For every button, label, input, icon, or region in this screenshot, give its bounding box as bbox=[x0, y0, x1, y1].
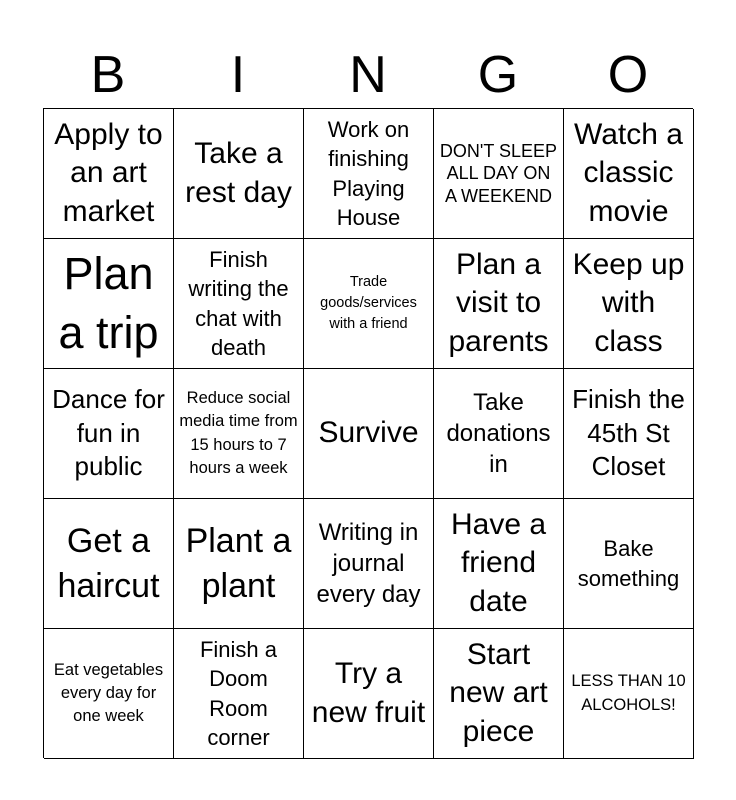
cell-label: Take a rest day bbox=[185, 137, 292, 209]
bingo-cell[interactable] bbox=[304, 629, 434, 759]
cell-label: Eat vegetables every day for one week bbox=[53, 660, 164, 726]
cell-label: Reduce social media time from 15 hours to 7 hours a week bbox=[179, 389, 298, 477]
cell-label: Try a new fruit bbox=[311, 657, 426, 729]
bingo-cell[interactable] bbox=[304, 109, 434, 239]
cell-label: Plan a trip bbox=[58, 248, 159, 358]
bingo-board bbox=[43, 108, 693, 758]
bingo-cell[interactable] bbox=[174, 109, 304, 239]
bingo-header bbox=[43, 42, 693, 108]
cell-label: DON'T SLEEP ALL DAY ON A WEEKEND bbox=[439, 140, 558, 206]
bingo-cell[interactable] bbox=[434, 629, 564, 759]
cell-label: Survive bbox=[318, 416, 419, 450]
bingo-cell[interactable] bbox=[564, 109, 694, 239]
cell-label: LESS THAN 10 ALCOHOLS! bbox=[571, 672, 686, 714]
bingo-cell[interactable] bbox=[564, 629, 694, 759]
cell-label: Trade goods/services with a friend bbox=[320, 273, 417, 332]
cell-label: Plant a plant bbox=[185, 522, 292, 605]
bingo-cell[interactable] bbox=[564, 239, 694, 369]
bingo-cell[interactable] bbox=[174, 369, 304, 499]
cell-label: Have a friend date bbox=[450, 507, 547, 618]
cell-label: Bake something bbox=[577, 536, 680, 591]
cell-label: Finish the 45th St Closet bbox=[572, 383, 685, 482]
bingo-cell[interactable] bbox=[434, 239, 564, 369]
bingo-cell[interactable] bbox=[44, 369, 174, 499]
bingo-cell[interactable] bbox=[304, 499, 434, 629]
cell-label: Finish writing the chat with death bbox=[188, 247, 289, 360]
bingo-cell[interactable] bbox=[44, 109, 174, 239]
cell-label: Plan a visit to parents bbox=[448, 247, 549, 358]
bingo-cell[interactable] bbox=[44, 629, 174, 759]
cell-label: Watch a classic movie bbox=[574, 117, 683, 228]
cell-label: Get a haircut bbox=[57, 522, 160, 605]
cell-label: Apply to an art market bbox=[54, 117, 163, 228]
bingo-cell[interactable] bbox=[564, 499, 694, 629]
header-letter-i: I bbox=[230, 46, 246, 104]
bingo-cell[interactable] bbox=[174, 239, 304, 369]
bingo-cell[interactable] bbox=[304, 369, 434, 499]
bingo-cell[interactable] bbox=[304, 239, 434, 369]
bingo-cell[interactable] bbox=[174, 629, 304, 759]
cell-label: Writing in journal every day bbox=[316, 518, 421, 609]
cell-label: Finish a Doom Room corner bbox=[199, 637, 278, 750]
bingo-cell[interactable] bbox=[434, 109, 564, 239]
bingo-cell[interactable] bbox=[564, 369, 694, 499]
bingo-cell[interactable] bbox=[434, 369, 564, 499]
cell-label: Take donations in bbox=[446, 388, 551, 479]
bingo-cell[interactable] bbox=[174, 499, 304, 629]
cell-label: Keep up with class bbox=[572, 247, 685, 358]
cell-label: Dance for fun in public bbox=[52, 383, 165, 482]
cell-label: Work on finishing Playing House bbox=[327, 117, 410, 230]
header-letter-g: G bbox=[477, 46, 519, 104]
bingo-cell[interactable] bbox=[44, 499, 174, 629]
header-letter-o: O bbox=[607, 46, 649, 104]
bingo-cell[interactable] bbox=[44, 239, 174, 369]
bingo-cell[interactable] bbox=[434, 499, 564, 629]
header-letter-b: B bbox=[90, 46, 126, 104]
header-letter-n: N bbox=[349, 46, 387, 104]
cell-label: Start new art piece bbox=[449, 637, 548, 748]
